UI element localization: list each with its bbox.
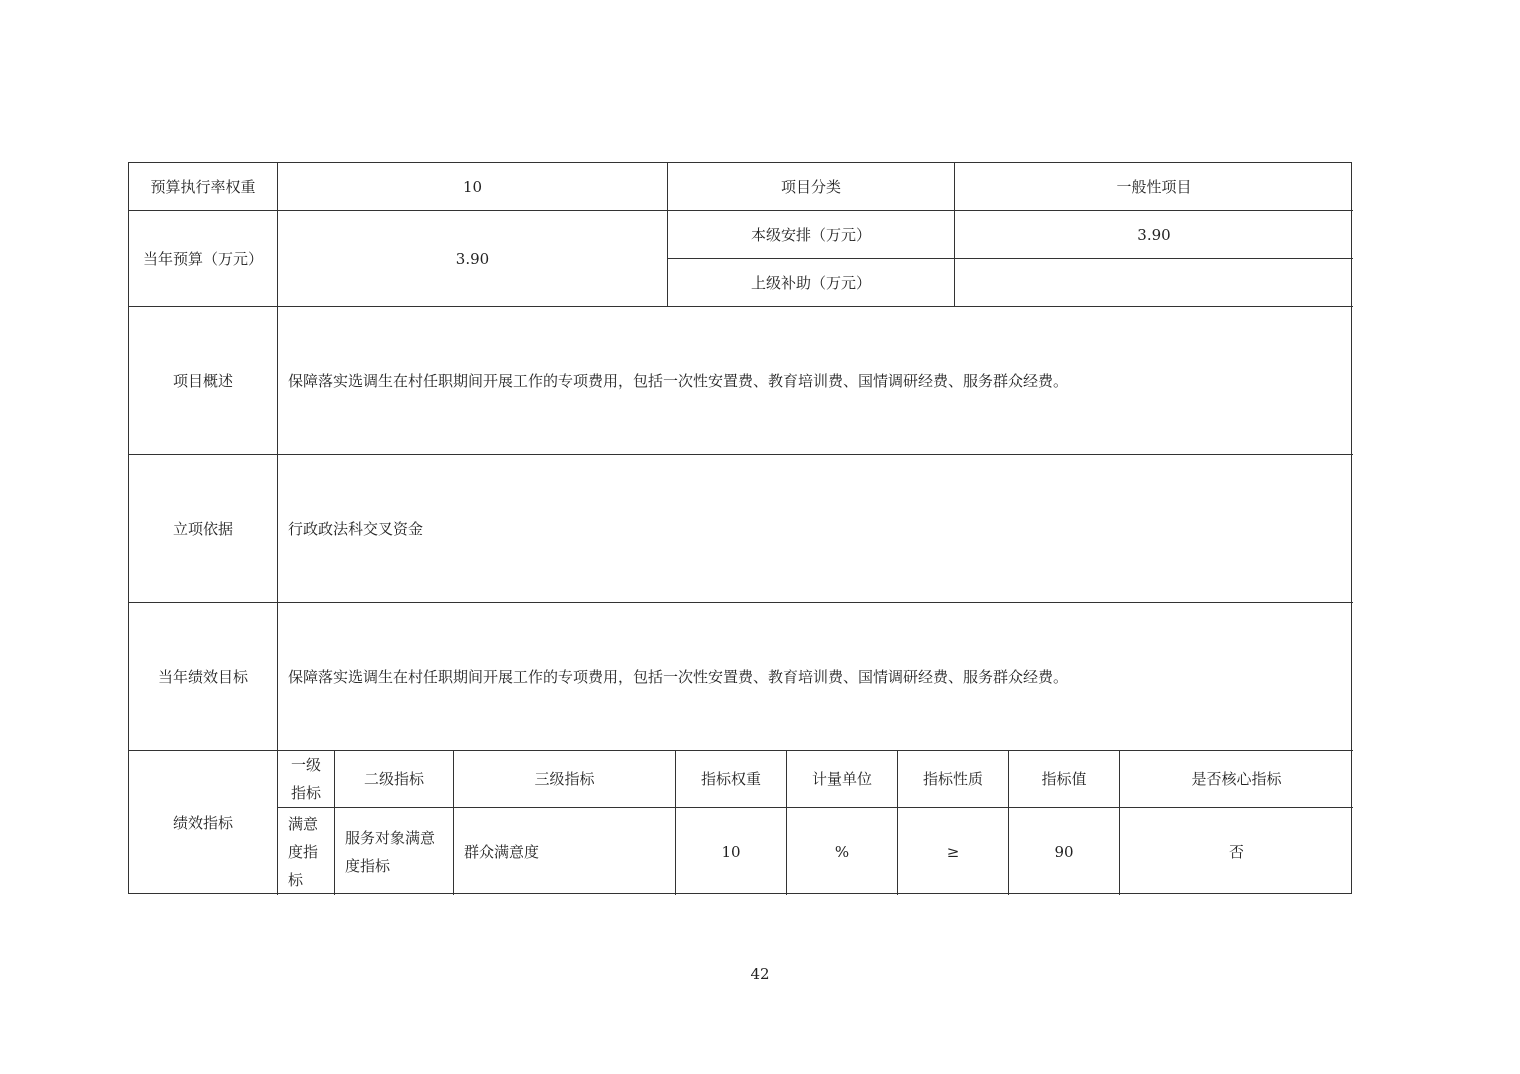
annual-budget-label: 当年预算（万元） — [142, 249, 263, 268]
indicator-level1-line: 度指 — [288, 842, 319, 861]
performance-goal-text: 保障落实选调生在村任职期间开展工作的专项费用，包括一次性安置费、教育培训费、国情调研经费、服务群众经费。 — [288, 667, 1069, 686]
indicator-level1-line: 标 — [288, 870, 304, 889]
header-level1 — [278, 751, 334, 807]
indicator-unit: % — [834, 842, 850, 861]
project-basis-text: 行政政法科交叉资金 — [288, 519, 424, 538]
indicator-value: 90 — [1054, 842, 1074, 861]
indicator-core: 否 — [1228, 842, 1244, 861]
annual-budget-value: 3.90 — [455, 249, 490, 268]
indicator-level2 — [335, 808, 453, 895]
header-value: 指标值 — [1041, 770, 1087, 788]
project-category-label: 项目分类 — [780, 177, 841, 196]
local-allocation-value: 3.90 — [1137, 225, 1171, 244]
indicator-level3: 群众满意度 — [464, 842, 540, 861]
header-nature: 指标性质 — [922, 770, 983, 788]
header-core: 是否核心指标 — [1191, 770, 1282, 788]
header-level2: 二级指标 — [363, 770, 424, 788]
project-overview-label: 项目概述 — [172, 371, 233, 390]
upper-subsidy-label: 上级补助（万元） — [750, 273, 871, 292]
page-number: 42 — [750, 965, 770, 983]
indicator-level2-line: 度指标 — [345, 856, 391, 875]
project-category-value: 一般性项目 — [1116, 177, 1192, 196]
upper-subsidy-value — [955, 259, 1353, 306]
local-allocation-label: 本级安排（万元） — [750, 225, 871, 244]
header-level1-line: 指标 — [290, 784, 321, 802]
performance-goal-label: 当年绩效目标 — [157, 667, 248, 686]
header-unit: 计量单位 — [811, 770, 872, 788]
performance-table — [128, 162, 1352, 894]
execution-rate-weight-value: 10 — [462, 177, 483, 196]
indicator-weight: 10 — [721, 842, 741, 861]
project-basis-label: 立项依据 — [172, 519, 233, 538]
header-level1-line: 一级 — [290, 756, 321, 774]
header-level3: 三级指标 — [534, 770, 595, 788]
indicator-nature: ≥ — [946, 842, 960, 861]
header-weight: 指标权重 — [700, 770, 761, 788]
indicator-level1-line: 满意 — [288, 814, 319, 833]
indicator-level1 — [278, 808, 334, 895]
project-overview-text: 保障落实选调生在村任职期间开展工作的专项费用，包括一次性安置费、教育培训费、国情调研经费、服务群众经费。 — [288, 371, 1069, 390]
performance-indicators-label: 绩效指标 — [172, 814, 233, 832]
execution-rate-weight-label: 预算执行率权重 — [150, 177, 256, 196]
indicator-level2-line: 服务对象满意 — [345, 828, 436, 847]
